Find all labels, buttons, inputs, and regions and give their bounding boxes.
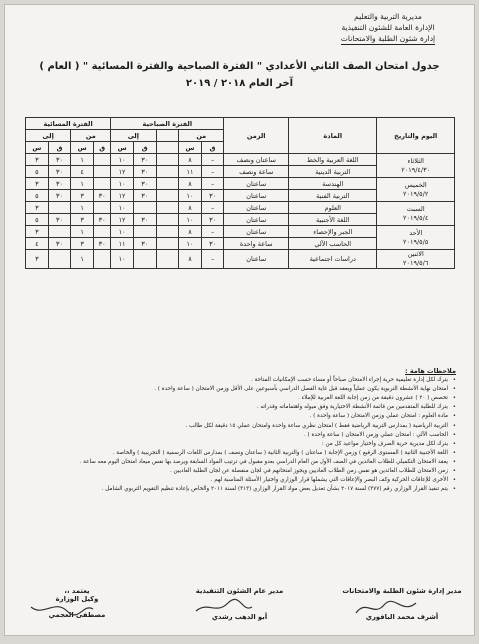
evening-time-cell bbox=[93, 202, 110, 214]
note-item bbox=[23, 467, 456, 476]
signature-title: مدير إدارة شئون الطلبة والامتحانات bbox=[342, 587, 462, 595]
morning-time-cell: ٣٠ bbox=[133, 190, 156, 202]
signature-approved: يعتمد ،، bbox=[64, 587, 90, 595]
morning-time-cell: ٨ bbox=[179, 202, 202, 214]
notes-list bbox=[23, 376, 456, 494]
day-label: الأحد bbox=[409, 228, 423, 237]
morning-time-cell bbox=[133, 202, 156, 214]
header-morning: الفترة الصباحية bbox=[111, 118, 224, 130]
morning-time-cell: ٨ bbox=[179, 154, 202, 166]
bullet-icon: • bbox=[452, 422, 456, 429]
bullet-icon: • bbox=[452, 458, 456, 465]
bullet-icon: • bbox=[452, 404, 456, 411]
signature-name: أشرف محمد البافوري bbox=[365, 613, 439, 621]
schedule-body bbox=[26, 154, 455, 269]
note-text: تخصص ( ٢٠ ) عشرون دقيقة من زمن إجابة اللغة العربية للإملاء . bbox=[298, 395, 448, 402]
note-text: زمن الامتحان للطلاب العائدين هو نفس زمن الطلاب العاديين ويجوز امتحانهم في لجان منفصلة عن لجان الطلبة العاديين . bbox=[169, 468, 448, 475]
document-subtitle: آخر العام ٢٠١٨ / ٢٠١٩ bbox=[185, 78, 294, 89]
note-item bbox=[23, 431, 456, 440]
signature-title: وكيل الوزارة bbox=[55, 595, 99, 603]
header-duration: الزمن bbox=[224, 118, 289, 154]
morning-time-cell: ٣٠ bbox=[133, 238, 156, 250]
note-text: يترك لكل إدارة تعليمية حرية إجراء الامتحان صباحاً أو مساء حسب الإمكانيات المتاحة . bbox=[251, 377, 448, 384]
morning-time-cell bbox=[156, 154, 179, 166]
morning-time-cell: ٣٠ bbox=[201, 190, 224, 202]
evening-time-cell bbox=[93, 154, 110, 166]
header-morning-to: إلى bbox=[111, 130, 156, 142]
subject-cell: التربية الفنية bbox=[289, 190, 377, 202]
evening-time-cell: ٤ bbox=[26, 238, 49, 250]
morning-time-cell: ١٢ bbox=[111, 190, 134, 202]
note-text: يترك للطلبة المتقدمين من قائمة الأنشطة الاختيارية وفق ميوله واهتماماته وقدراته . bbox=[256, 404, 448, 411]
subject-cell: اللغة الأجنبية bbox=[289, 214, 377, 226]
bullet-icon: • bbox=[452, 440, 456, 447]
evening-time-cell: ٥ bbox=[26, 190, 49, 202]
morning-time-cell: ١٠ bbox=[179, 238, 202, 250]
evening-time-cell: ٣٠ bbox=[48, 166, 71, 178]
morning-time-cell: ٣٠ bbox=[133, 154, 156, 166]
document-page bbox=[4, 4, 475, 636]
document-title: جدول امتحان الصف الثاني الأعدادي " الفترة الصباحية والفترة المسائية " ( العام ) bbox=[39, 61, 440, 72]
subject-cell: الحاسب الآلي bbox=[289, 238, 377, 250]
org-line-1: مديرية التربية والتعليم bbox=[354, 12, 422, 21]
evening-time-cell: ٣٠ bbox=[93, 190, 110, 202]
morning-time-cell: – bbox=[201, 250, 224, 269]
note-text: يتم تنفيذ القرار الوزاري رقم (٣٧٧) لسنة ٢٠١٧ بشأن تعديل بعض مواد القرار الوزاري (٣١٣) لسنة ٢٠١١ والخاص بإعادة تنظيم التقويم التربوي الشامل . bbox=[101, 486, 448, 493]
table-row bbox=[26, 154, 455, 166]
note-text: الأخرى للإعاقات الحركية وكف البصر والإعاقات التي يشملها قرار الوزاري واختيار الأسئلة المناسبة لهم . bbox=[210, 477, 448, 484]
signature-title: مدير عام الشئون التنفيذية bbox=[195, 587, 284, 595]
evening-time-cell: ١ bbox=[71, 226, 94, 238]
handwritten-signature-icon bbox=[352, 597, 422, 619]
note-item bbox=[23, 458, 456, 467]
header-minute: ق bbox=[48, 142, 71, 154]
morning-time-cell: ٣٠ bbox=[201, 214, 224, 226]
subject-cell: الهندسة bbox=[289, 178, 377, 190]
date-label: ٢٠١٩/٥/٤ bbox=[403, 213, 429, 222]
evening-time-cell bbox=[48, 250, 71, 269]
note-item bbox=[23, 385, 456, 394]
morning-time-cell bbox=[156, 166, 179, 178]
table-row bbox=[26, 226, 455, 238]
morning-time-cell bbox=[156, 238, 179, 250]
header-evening-from: من bbox=[71, 130, 111, 142]
morning-time-cell: – bbox=[201, 154, 224, 166]
note-text: يعقد الامتحان التكميلي للطلاب العائدين في الصف الأول من العام الدراسي بعدو مقبول في ترتيب المواد السابقة ويرصد بها نفس ميعاد امتحان اليوم معه ساعة . bbox=[79, 458, 448, 465]
morning-time-cell bbox=[156, 250, 179, 269]
morning-time-cell: – bbox=[201, 226, 224, 238]
handwritten-signature-icon bbox=[27, 597, 97, 619]
evening-time-cell: ١ bbox=[71, 202, 94, 214]
day-date-cell bbox=[377, 202, 455, 226]
morning-time-cell: ١١ bbox=[111, 238, 134, 250]
evening-time-cell: ٥ bbox=[26, 214, 49, 226]
morning-time-cell bbox=[156, 202, 179, 214]
day-date-cell bbox=[377, 226, 455, 250]
header-day-date: اليوم والتاريخ bbox=[377, 118, 455, 154]
duration-cell: ساعة واحدة bbox=[224, 238, 289, 250]
bullet-icon: • bbox=[452, 449, 456, 456]
subject-cell: اللغة العربية والخط bbox=[289, 154, 377, 166]
org-line-2: الإدارة العامة للشئون التنفيذية bbox=[341, 23, 435, 32]
morning-time-cell: ١٠ bbox=[111, 154, 134, 166]
note-item bbox=[23, 403, 456, 412]
evening-time-cell: ٣٠ bbox=[48, 154, 71, 166]
morning-time-cell: ١٠ bbox=[179, 190, 202, 202]
morning-time-cell: ١٢ bbox=[111, 214, 134, 226]
header-spacer bbox=[156, 142, 179, 154]
morning-time-cell bbox=[156, 190, 179, 202]
date-label: ٢٠١٩/٥/٢ bbox=[403, 189, 429, 198]
signature-students-director bbox=[342, 587, 462, 633]
evening-time-cell bbox=[93, 226, 110, 238]
evening-time-cell: ١ bbox=[71, 154, 94, 166]
day-label: الاثنين bbox=[407, 250, 424, 258]
header-minute: ق bbox=[133, 142, 156, 154]
evening-time-cell: ١ bbox=[71, 178, 94, 190]
signature-block bbox=[17, 587, 462, 633]
bullet-icon: • bbox=[452, 468, 456, 475]
morning-time-cell: ١١ bbox=[179, 166, 202, 178]
day-label: الثلاثاء bbox=[407, 156, 424, 165]
day-label: الخميس bbox=[404, 180, 427, 189]
duration-cell: ساعتان bbox=[224, 214, 289, 226]
note-item bbox=[23, 485, 456, 494]
subject-cell: دراسات اجتماعية bbox=[289, 250, 377, 269]
date-label: ٢٠١٩/٤/٣٠ bbox=[401, 165, 431, 174]
day-date-cell bbox=[377, 154, 455, 178]
morning-time-cell: ٨ bbox=[179, 250, 202, 269]
title-block bbox=[5, 61, 474, 89]
evening-time-cell: ٣ bbox=[71, 238, 94, 250]
evening-time-cell: ٣ bbox=[71, 214, 94, 226]
morning-time-cell bbox=[133, 250, 156, 269]
morning-time-cell bbox=[133, 226, 156, 238]
morning-time-cell bbox=[156, 226, 179, 238]
bullet-icon: • bbox=[452, 377, 456, 384]
morning-time-cell bbox=[156, 214, 179, 226]
header-hour: س bbox=[111, 142, 134, 154]
bullet-icon: • bbox=[452, 477, 456, 484]
header-subject: المادة bbox=[289, 118, 377, 154]
morning-time-cell: – bbox=[201, 166, 224, 178]
day-label: السبت bbox=[406, 204, 425, 213]
note-item bbox=[23, 449, 456, 458]
day-date-cell bbox=[377, 178, 455, 202]
note-text: مادة العلوم : امتحان عملي وزمن الامتحان ( ساعة واحدة ) . bbox=[309, 413, 448, 420]
table-row bbox=[26, 178, 455, 190]
morning-time-cell: ٣٠ bbox=[133, 214, 156, 226]
evening-time-cell bbox=[48, 202, 71, 214]
morning-time-cell: ١٠ bbox=[111, 178, 134, 190]
note-item bbox=[23, 394, 456, 403]
morning-time-cell: ٣٠ bbox=[133, 178, 156, 190]
subject-cell: العلوم bbox=[289, 202, 377, 214]
bullet-icon: • bbox=[452, 386, 456, 393]
note-text: التربية الرياضية ( بمدارس التربية الرياضية فقط ) امتحان نظري ساعة واحدة وامتحان عملي ١٥ دقيقة لكل طالب . bbox=[185, 422, 448, 429]
bullet-icon: • bbox=[452, 431, 456, 438]
date-label: ٢٠١٩/٥/٥ bbox=[403, 237, 429, 246]
morning-time-cell: ٣٠ bbox=[133, 166, 156, 178]
morning-time-cell: ٣٠ bbox=[201, 238, 224, 250]
note-item bbox=[23, 376, 456, 385]
evening-time-cell bbox=[48, 226, 71, 238]
signature-name: مصطفى العجمي bbox=[48, 611, 106, 619]
morning-time-cell: ١٠ bbox=[111, 250, 134, 269]
header-morning-from: من bbox=[179, 130, 224, 142]
morning-time-cell: ٨ bbox=[179, 226, 202, 238]
handwritten-signature-icon bbox=[190, 597, 260, 619]
note-text: يترك لكل مديرية حرية الصرف واختيار مواعيد كل من : bbox=[321, 440, 448, 447]
morning-time-cell: – bbox=[201, 202, 224, 214]
header-spacer bbox=[156, 130, 179, 142]
note-item bbox=[23, 440, 456, 449]
subject-cell: التربية الدينية bbox=[289, 166, 377, 178]
organization-header bbox=[318, 11, 458, 45]
org-line-3: إدارة شئون الطلبة والامتحانات bbox=[340, 34, 436, 43]
note-item bbox=[23, 412, 456, 421]
note-item bbox=[23, 422, 456, 431]
header-hour: س bbox=[71, 142, 94, 154]
header-minute: ق bbox=[93, 142, 110, 154]
note-text: الحاسب الآلي : امتحان عملي وزمن الامتحان ( ساعة واحدة ) . bbox=[303, 431, 448, 438]
day-date-cell bbox=[377, 250, 455, 269]
duration-cell: ساعتان ونصف bbox=[224, 154, 289, 166]
notes-heading: ملاحظات هامة : bbox=[405, 367, 456, 375]
evening-time-cell: ٣ bbox=[26, 154, 49, 166]
signature-undersecretary bbox=[17, 587, 137, 633]
duration-cell: ساعة ونصف bbox=[224, 166, 289, 178]
signature-exec-director bbox=[180, 587, 300, 633]
morning-time-cell: ١٠ bbox=[111, 202, 134, 214]
duration-cell: ساعتان bbox=[224, 190, 289, 202]
subject-cell: الجبر والإحصاء bbox=[289, 226, 377, 238]
header-minute: ق bbox=[201, 142, 224, 154]
evening-time-cell: ٣ bbox=[26, 202, 49, 214]
evening-time-cell: ٣٠ bbox=[48, 190, 71, 202]
bullet-icon: • bbox=[452, 395, 456, 402]
evening-time-cell: ٤ bbox=[71, 166, 94, 178]
duration-cell: ساعتان bbox=[224, 202, 289, 214]
notes-section bbox=[23, 367, 456, 494]
note-text: امتحان نهاية الأنشطة التربوية يكون عملياً ويعقد قبل غاية الفصل الدراسي بأسبوعين على الأقل وزمن الامتحان ( ساعة واحدة ) . bbox=[154, 386, 448, 393]
date-label: ٢٠١٩/٥/٦ bbox=[403, 259, 429, 267]
evening-time-cell: ٣ bbox=[71, 190, 94, 202]
evening-time-cell: ٣ bbox=[26, 178, 49, 190]
morning-time-cell: ١٢ bbox=[111, 166, 134, 178]
duration-cell: ساعتان bbox=[224, 250, 289, 269]
exam-schedule-table bbox=[25, 117, 455, 269]
note-text: اللغة الأجنبية الثانية ( المستوى الرفيع ) وزمن الإجابة ( ساعتان ) والتربية الثانية ( ساعتان ونصف ) بمدارس اللغات الرسمية ( التجريبية ) والخاصة . bbox=[112, 449, 448, 456]
morning-time-cell bbox=[156, 178, 179, 190]
table-row bbox=[26, 202, 455, 214]
morning-time-cell: ١٠ bbox=[111, 226, 134, 238]
evening-time-cell: ٣٠ bbox=[48, 238, 71, 250]
morning-time-cell: ٨ bbox=[179, 178, 202, 190]
evening-time-cell: ٣ bbox=[26, 250, 49, 269]
bullet-icon: • bbox=[452, 413, 456, 420]
evening-time-cell: ٣٠ bbox=[48, 214, 71, 226]
evening-time-cell bbox=[93, 178, 110, 190]
signature-name: أبو الدهب رشدي bbox=[211, 613, 268, 621]
header-evening: الفترة المسائية bbox=[26, 118, 111, 130]
duration-cell: ساعتان bbox=[224, 178, 289, 190]
morning-time-cell: ١٠ bbox=[179, 214, 202, 226]
evening-time-cell: ٣٠ bbox=[48, 178, 71, 190]
table-row bbox=[26, 250, 455, 269]
evening-time-cell: ٣ bbox=[26, 226, 49, 238]
duration-cell: ساعتان bbox=[224, 226, 289, 238]
note-item bbox=[23, 476, 456, 485]
morning-time-cell: – bbox=[201, 178, 224, 190]
evening-time-cell: ٥ bbox=[26, 166, 49, 178]
bullet-icon: • bbox=[452, 486, 456, 493]
header-evening-to: إلى bbox=[26, 130, 71, 142]
header-hour: س bbox=[26, 142, 49, 154]
evening-time-cell bbox=[93, 250, 110, 269]
header-hour: س bbox=[179, 142, 202, 154]
evening-time-cell: ٣٠ bbox=[93, 214, 110, 226]
evening-time-cell: ١ bbox=[71, 250, 94, 269]
evening-time-cell: ٣٠ bbox=[93, 238, 110, 250]
evening-time-cell bbox=[93, 166, 110, 178]
